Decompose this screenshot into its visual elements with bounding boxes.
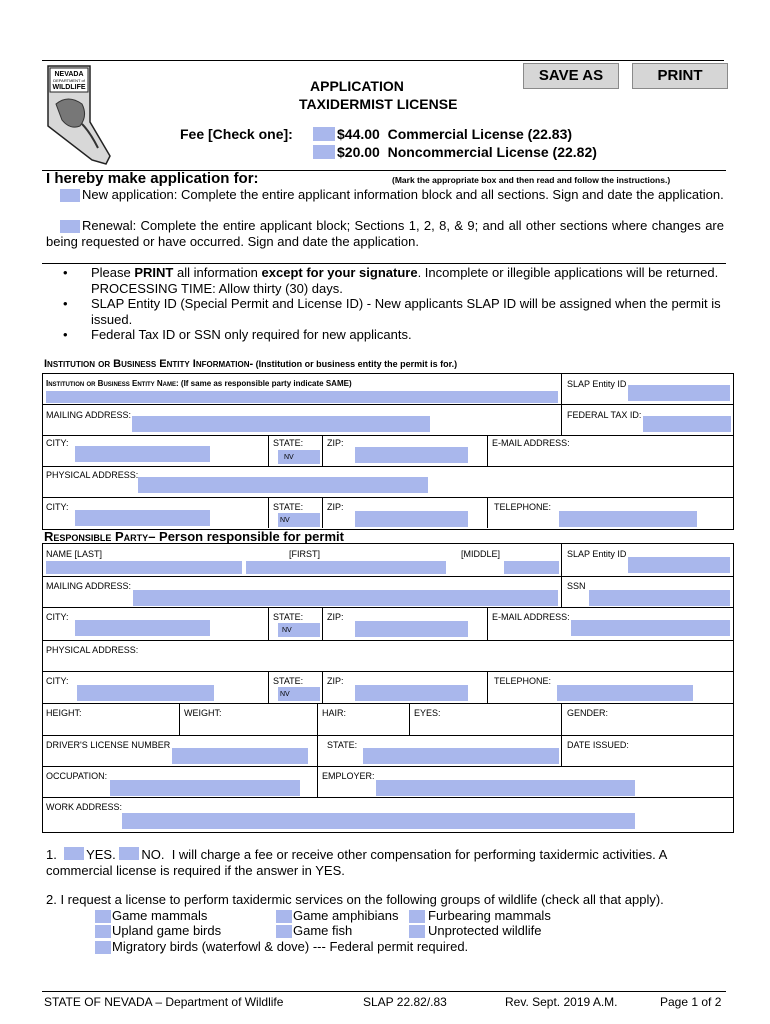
rp-ssn-label: SSN bbox=[567, 581, 586, 591]
inst-state-label: STATE: bbox=[273, 438, 304, 448]
rp-zip2-input[interactable] bbox=[355, 685, 468, 701]
q2-opt6-label: Unprotected wildlife bbox=[428, 923, 542, 938]
rp-email-label: E-MAIL ADDRESS: bbox=[492, 612, 570, 622]
rp-work-label: WORK ADDRESS: bbox=[46, 802, 123, 812]
inst-row-line-2 bbox=[42, 435, 734, 436]
question-1 bbox=[46, 847, 726, 878]
renewal-checkbox[interactable] bbox=[60, 220, 80, 233]
inst-zip2-label: ZIP: bbox=[327, 502, 344, 512]
rp-city-input[interactable] bbox=[75, 620, 210, 636]
inst-row-line-3 bbox=[42, 466, 734, 467]
application-heading: I hereby make application for: bbox=[46, 170, 259, 187]
rp-middle-input[interactable] bbox=[504, 561, 559, 574]
q2-opt3-label: Furbearing mammals bbox=[428, 908, 551, 923]
inst-zip2-input[interactable] bbox=[355, 511, 468, 527]
institution-heading-note: (Institution or business entity the permit is for.) bbox=[253, 359, 458, 369]
rp-col-line-11 bbox=[561, 703, 562, 766]
rp-state2-label: STATE: bbox=[273, 676, 304, 686]
rp-dl-label: DRIVER'S LICENSE NUMBER bbox=[46, 740, 171, 750]
rp-col-line-7 bbox=[487, 671, 488, 703]
rp-date-issued-label: DATE ISSUED: bbox=[567, 740, 629, 750]
rp-name-last-label: NAME [LAST] bbox=[46, 549, 103, 559]
inst-zip-input[interactable] bbox=[355, 447, 468, 463]
inst-col-line-5 bbox=[268, 497, 269, 528]
title-license: TAXIDERMIST LICENSE bbox=[299, 96, 458, 112]
rp-employer-label: EMPLOYER: bbox=[322, 771, 375, 781]
inst-city-label: CITY: bbox=[46, 438, 69, 448]
title-application: APPLICATION bbox=[310, 78, 404, 94]
footer-revision: Rev. Sept. 2019 A.M. bbox=[505, 995, 618, 1009]
institution-name-label bbox=[46, 379, 352, 388]
responsible-heading bbox=[44, 529, 344, 544]
inst-city-input[interactable] bbox=[75, 446, 210, 462]
rp-row-line-7 bbox=[42, 766, 734, 767]
inst-federal-tax-label: FEDERAL TAX ID: bbox=[567, 410, 642, 420]
inst-federal-tax-input[interactable] bbox=[643, 416, 731, 432]
footer-page: Page 1 of 2 bbox=[660, 995, 722, 1009]
responsible-heading-rest: – Person responsible for permit bbox=[148, 529, 344, 544]
rp-row-line-1 bbox=[42, 576, 734, 577]
institution-heading bbox=[44, 358, 457, 370]
save-as-button[interactable]: SAVE AS bbox=[523, 63, 619, 89]
q2-opt5-label: Game fish bbox=[293, 923, 353, 938]
inst-col-line-3 bbox=[322, 435, 323, 466]
inst-telephone-input[interactable] bbox=[559, 511, 697, 527]
inst-city2-input[interactable] bbox=[75, 510, 210, 526]
rp-row-line-6 bbox=[42, 735, 734, 736]
inst-state2-value: NV bbox=[280, 517, 290, 524]
rp-zip2-label: ZIP: bbox=[327, 676, 344, 686]
renewal-text bbox=[46, 218, 724, 249]
inst-slap-input[interactable] bbox=[628, 385, 730, 401]
rp-middle-label: [MIDDLE] bbox=[461, 549, 501, 559]
rp-zip-label: ZIP: bbox=[327, 612, 344, 622]
footer-agency: STATE OF NEVADA – Department of Wildlife bbox=[44, 995, 284, 1009]
rp-mailing-label: MAILING ADDRESS: bbox=[46, 581, 132, 591]
q2-opt6-checkbox[interactable] bbox=[409, 925, 425, 938]
rp-col-line-10 bbox=[409, 703, 410, 735]
inst-row-line-1 bbox=[42, 404, 734, 405]
q2-opt5-checkbox[interactable] bbox=[276, 925, 292, 938]
fee-commercial-checkbox[interactable] bbox=[313, 127, 335, 141]
q1-text: I will charge a fee or receive other compensation for performing taxidermic activities. A commercial license is required if the answer in YES. bbox=[46, 847, 667, 878]
rp-col-line-12 bbox=[317, 735, 318, 797]
rp-row-line-8 bbox=[42, 797, 734, 798]
rp-dl-input[interactable] bbox=[172, 748, 308, 764]
inst-state-value: NV bbox=[284, 454, 294, 461]
rp-gender-label: GENDER: bbox=[567, 708, 609, 718]
logo-text-3: WILDLIFE bbox=[52, 84, 86, 91]
rp-city-label: CITY: bbox=[46, 612, 69, 622]
rp-col-line-6 bbox=[322, 671, 323, 703]
rp-telephone-input[interactable] bbox=[557, 685, 693, 701]
institution-name-note: : (If same as responsible party indicate SAME) bbox=[176, 379, 352, 388]
rp-row-line-2 bbox=[42, 607, 734, 608]
new-application-checkbox[interactable] bbox=[60, 189, 80, 202]
rp-mailing-input[interactable] bbox=[133, 590, 558, 606]
bullet-1-signature: except for your signature bbox=[261, 265, 418, 280]
institution-heading-title: Institution or Business Entity Information- bbox=[44, 358, 254, 370]
rp-occupation-label: OCCUPATION: bbox=[46, 771, 108, 781]
fee-noncommercial-text: $20.00 Noncommercial License (22.82) bbox=[337, 144, 597, 160]
footer-code: SLAP 22.82/.83 bbox=[363, 995, 447, 1009]
inst-row-line-4 bbox=[42, 497, 734, 498]
rp-slap-input[interactable] bbox=[628, 557, 730, 573]
rp-col-line-8 bbox=[179, 703, 180, 735]
rp-row-line-3 bbox=[42, 640, 734, 641]
rp-eyes-label: EYES: bbox=[414, 708, 441, 718]
rp-dl-state-label: STATE: bbox=[327, 740, 358, 750]
inst-mailing-input[interactable] bbox=[132, 416, 430, 432]
inst-mailing-label: MAILING ADDRESS: bbox=[46, 410, 132, 420]
rp-col-line-9 bbox=[317, 703, 318, 735]
q2-opt7-checkbox[interactable] bbox=[95, 941, 111, 954]
bullet-1-pre: Please bbox=[91, 265, 135, 280]
rp-email-input[interactable] bbox=[571, 620, 730, 636]
rp-col-line-4 bbox=[487, 607, 488, 640]
rp-work-input[interactable] bbox=[122, 813, 635, 829]
instructions-list bbox=[63, 265, 723, 343]
rp-hair-label: HAIR: bbox=[322, 708, 347, 718]
q2-opt4-label: Upland game birds bbox=[112, 923, 222, 938]
rp-city2-input[interactable] bbox=[77, 685, 214, 701]
logo-text-1: NEVADA bbox=[54, 71, 84, 78]
bullet-3-text: Federal Tax ID or SSN only required for new applicants. bbox=[91, 327, 412, 342]
fee-noncommercial-checkbox[interactable] bbox=[313, 145, 335, 159]
bullet-item-2: • SLAP Entity ID (Special Permit and License ID) - New applicants SLAP ID will be assigned when the permit is issued. bbox=[63, 296, 721, 327]
q1-no-checkbox[interactable] bbox=[119, 847, 139, 860]
q1-yes-checkbox[interactable] bbox=[64, 847, 84, 860]
new-application-label: New application: Complete the entire applicant information block and all sections. Sign and date the application. bbox=[82, 187, 724, 202]
q1-yes-label: YES. bbox=[86, 847, 116, 862]
bullet-1-print: PRINT bbox=[134, 265, 174, 280]
q2-opt1-label: Game mammals bbox=[112, 908, 208, 923]
inst-city2-label: CITY: bbox=[46, 502, 69, 512]
rp-first-input[interactable] bbox=[246, 561, 446, 574]
q2-opt2-label: Game amphibians bbox=[293, 908, 399, 923]
inst-slap-label: SLAP Entity ID bbox=[567, 379, 627, 389]
rp-row-line-5 bbox=[42, 703, 734, 704]
bullet-2-text: SLAP Entity ID (Special Permit and License ID) - New applicants SLAP ID will be assigned when the permit is issued. bbox=[91, 296, 721, 327]
rp-dl-state-input[interactable] bbox=[363, 748, 559, 764]
bullet-item-3: • Federal Tax ID or SSN only required for new applicants. bbox=[63, 327, 412, 342]
institution-name-label-text: Institution or Business Entity Name bbox=[46, 379, 177, 388]
rp-employer-input[interactable] bbox=[376, 780, 635, 796]
rp-slap-label: SLAP Entity ID bbox=[567, 549, 627, 559]
rp-state2-value: NV bbox=[280, 691, 290, 698]
print-button[interactable]: PRINT bbox=[632, 63, 728, 89]
inst-col-line-7 bbox=[487, 497, 488, 528]
inst-telephone-label: TELEPHONE: bbox=[494, 502, 552, 512]
rp-telephone-label: TELEPHONE: bbox=[494, 676, 552, 686]
fee-commercial-text: $44.00 Commercial License (22.83) bbox=[337, 126, 573, 142]
inst-col-line-4 bbox=[487, 435, 488, 466]
rp-col-line-5 bbox=[268, 671, 269, 703]
rp-col-line-3 bbox=[322, 607, 323, 640]
footer-rule bbox=[42, 991, 726, 992]
new-application-text bbox=[46, 187, 724, 203]
rp-occupation-input[interactable] bbox=[110, 780, 300, 796]
rp-row-line-4 bbox=[42, 671, 734, 672]
rp-zip-input[interactable] bbox=[355, 621, 468, 637]
rp-first-label: [FIRST] bbox=[289, 549, 320, 559]
inst-email-label: E-MAIL ADDRESS: bbox=[492, 438, 570, 448]
rp-height-label: HEIGHT: bbox=[46, 708, 82, 718]
nevada-wildlife-logo bbox=[42, 64, 118, 166]
fee-label: Fee [Check one]: bbox=[180, 126, 293, 142]
q2-opt4-checkbox[interactable] bbox=[95, 925, 111, 938]
q1-number: 1. bbox=[46, 847, 57, 862]
inst-zip-label: ZIP: bbox=[327, 438, 344, 448]
rp-state-value: NV bbox=[282, 627, 292, 634]
responsible-heading-title: Responsible Party bbox=[44, 529, 149, 544]
q2-opt7-label: Migratory birds (waterfowl & dove) --- Federal permit required. bbox=[112, 939, 469, 954]
logo-text-2: DEPARTMENT of bbox=[53, 78, 85, 83]
rp-weight-label: WEIGHT: bbox=[184, 708, 222, 718]
bullet-1-mid: all information bbox=[173, 265, 262, 280]
q2-opt2-checkbox[interactable] bbox=[276, 910, 292, 923]
rp-physical-label: PHYSICAL ADDRESS: bbox=[46, 645, 139, 655]
inst-physical-label: PHYSICAL ADDRESS: bbox=[46, 470, 139, 480]
inst-col-line-6 bbox=[322, 497, 323, 528]
rp-col-line-1 bbox=[561, 543, 562, 607]
rp-city2-label: CITY: bbox=[46, 676, 69, 686]
renewal-label: Renewal: Complete the entire applicant block; Sections 1, 2, 8, & 9; and all other sections where changes are being requested or have occurred. Sign and date the application. bbox=[46, 218, 724, 249]
rp-ssn-input[interactable] bbox=[589, 590, 730, 606]
application-note: (Mark the appropriate box and then read and follow the instructions.) bbox=[392, 175, 671, 185]
inst-col-line-2 bbox=[268, 435, 269, 466]
bullet-1-post: . Incomplete or illegible applications will be returned. PROCESSING TIME: Allow thirty (30) days. bbox=[91, 265, 719, 296]
institution-name-input[interactable] bbox=[46, 391, 558, 403]
rp-name-last-input[interactable] bbox=[46, 561, 242, 574]
q2-opt1-checkbox[interactable] bbox=[95, 910, 111, 923]
top-rule bbox=[42, 60, 724, 61]
bullet-item-1: • Please PRINT all information except for your signature. Incomplete or illegible applications will be returned. PROCESSING TIME: Allow thirty (30) days. bbox=[63, 265, 719, 296]
rp-state-label: STATE: bbox=[273, 612, 304, 622]
q1-no-label: NO. bbox=[141, 847, 165, 862]
inst-col-line-1 bbox=[561, 373, 562, 435]
inst-physical-input[interactable] bbox=[138, 477, 428, 493]
inst-state2-label: STATE: bbox=[273, 502, 304, 512]
rp-col-line-2 bbox=[268, 607, 269, 640]
q2-opt3-checkbox[interactable] bbox=[409, 910, 425, 923]
q2-text: 2. I request a license to perform taxidermic services on the following groups of wildlife (check all that apply). bbox=[46, 892, 664, 907]
